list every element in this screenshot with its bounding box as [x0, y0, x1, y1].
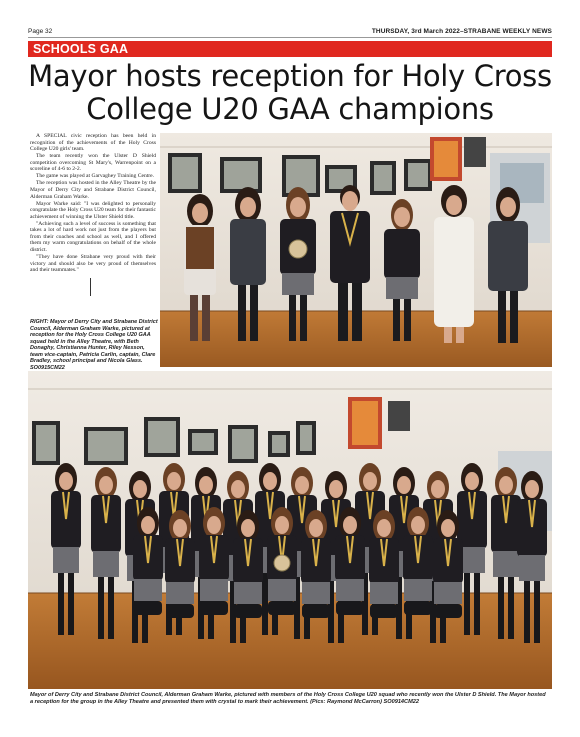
student-figure	[301, 510, 331, 618]
article-headline: Mayor hosts reception for Holy Cross College U20 GAA champions	[28, 59, 552, 126]
paragraph: "They have done Strabane very proud with their victory and should also be very proud of themselves and their teammates."	[30, 254, 156, 274]
section-banner	[28, 41, 552, 57]
photo-caption-bottom: Mayor of Derry City and Strabane District Council, Alderman Graham Warke, pictured with members of the Holy Cross College U20 squad who recently won the Ulster D Shield. The Mayor hosted a reception for the group in the Alley Theatre and presented them with crystal to mark their achievement. (Pics: Raymond McCarron) SO0914CM22	[30, 692, 546, 705]
article-body	[30, 133, 156, 296]
photo-full-squad	[28, 371, 552, 689]
paragraph: The reception was hosted in the Alley Theatre by the Mayor of Derry City and Strabane District Council, Alderman Graham Warke.	[30, 180, 156, 200]
paragraph: "Achieving such a level of success is something that takes a lot of hard work not just from the players but from their coaches and school as well, and I offered them my warm congratulations on behalf of the whole district.	[30, 220, 156, 254]
paragraph: Mayor Warke said: "I was delighted to personally congratulate the Holy Cross U20 team for their fantastic achievement of winning the Ulster Shield title.	[30, 200, 156, 220]
student-figure	[403, 507, 433, 615]
photo-mayor-with-group	[160, 133, 552, 367]
student-figure	[199, 507, 229, 615]
student-figure	[133, 507, 163, 615]
page-number: Page 32	[28, 28, 53, 35]
student-figure	[433, 510, 463, 618]
student-figure	[165, 510, 195, 618]
paragraph: The team recently won the Ulster D Shield competition overcoming St Mary's, Warrenpoint on a scoreline of 4-6 to 2-2.	[30, 153, 156, 173]
section-label: SCHOOLS GAA	[33, 42, 129, 56]
student-figure	[233, 510, 263, 618]
paragraph: The game was played at Garvaghey Training Centre.	[36, 173, 155, 180]
issue-line: THURSDAY, 3rd March 2022–STRABANE WEEKLY NEWS	[371, 28, 552, 35]
column-divider	[90, 278, 91, 296]
crystal-award	[274, 555, 290, 571]
student-figure	[369, 510, 399, 618]
student-figure	[335, 507, 365, 615]
page-header	[28, 26, 552, 38]
paragraph: A SPECIAL civic reception has been held in recognition of the achievements of the Holy Cross College U20 girls' team.	[30, 133, 156, 153]
photo-caption-top: RIGHT: Mayor of Derry City and Strabane District Council, Alderman Graham Warke, pictured at reception for the Holy Cross College U20 GAA squad held in the Alley Theatre, with Beth Donaghy, Christianna Hunter, Riley Nesson, team vice-captain, Patricia Carlin, captain, Clare Bradley, school principal and Nicola Glass. SO0915CM22	[30, 319, 158, 371]
